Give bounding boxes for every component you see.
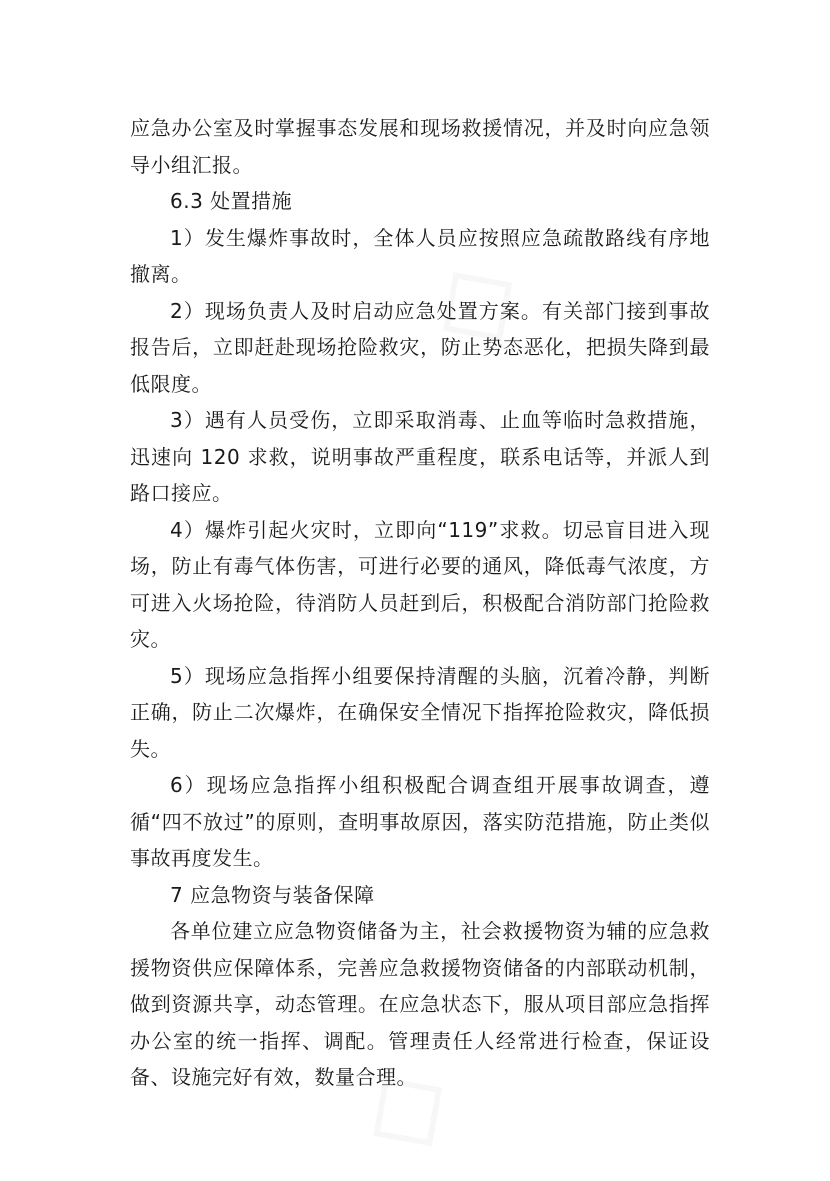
list-item: 3）遇有人员受伤，立即采取消毒、止血等临时急救措施，迅速向 120 求救，说明事故严重程度，联系电话等，并派人到路口接应。 <box>130 408 710 505</box>
watermark-logo: ◇ <box>400 222 544 376</box>
watermark-logo: ◇ <box>330 1027 474 1181</box>
paragraph-section-7: 各单位建立应急物资储备为主，社会救援物资为辅的应急救援物资供应保障体系，完善应急救援物资储备的内部联动机制，做到资源共享，动态管理。在应急状态下，服从项目部应急指挥办公室的统一指挥、调配。管理责任人经常进行检查，保证设备、设施完好有效，数量合理。 <box>130 919 710 1089</box>
section-heading-7: 7 应急物资与装备保障 <box>170 882 375 907</box>
document-body <box>130 110 710 1096</box>
list-item: 1）发生爆炸事故时，全体人员应按照应急疏散路线有序地撤离。 <box>130 225 710 286</box>
list-item: 5）现场应急指挥小组要保持清醒的头脑，沉着冷静，判断正确，防止二次爆炸，在确保安全情况下指挥抢险救灾，降低损失。 <box>130 663 710 761</box>
list-item: 4）爆炸引起火灾时，立即向“119”求救。切忌盲目进入现场，防止有毒气体伤害，可进行必要的通风，降低毒气浓度，方可进入火场抢险，待消防人员赶到后，积极配合消防部门抢险救灾。 <box>130 517 710 651</box>
list-item: 2）现场负责人及时启动应急处置方案。有关部门接到事故报告后，立即赶赴现场抢险救灾，防止势态恶化，把损失降到最低限度。 <box>130 298 710 396</box>
section-heading-6-3: 6.3 处置措施 <box>170 189 293 213</box>
paragraph-continuation: 应急办公室及时掌握事态发展和现场救援情况，并及时向应急领导小组汇报。 <box>130 116 710 177</box>
list-item: 6）现场应急指挥小组积极配合调查组开展事故调查，遵循“四不放过”的原则，查明事故原因，落实防范措施，防止类似事故再度发生。 <box>130 773 710 870</box>
